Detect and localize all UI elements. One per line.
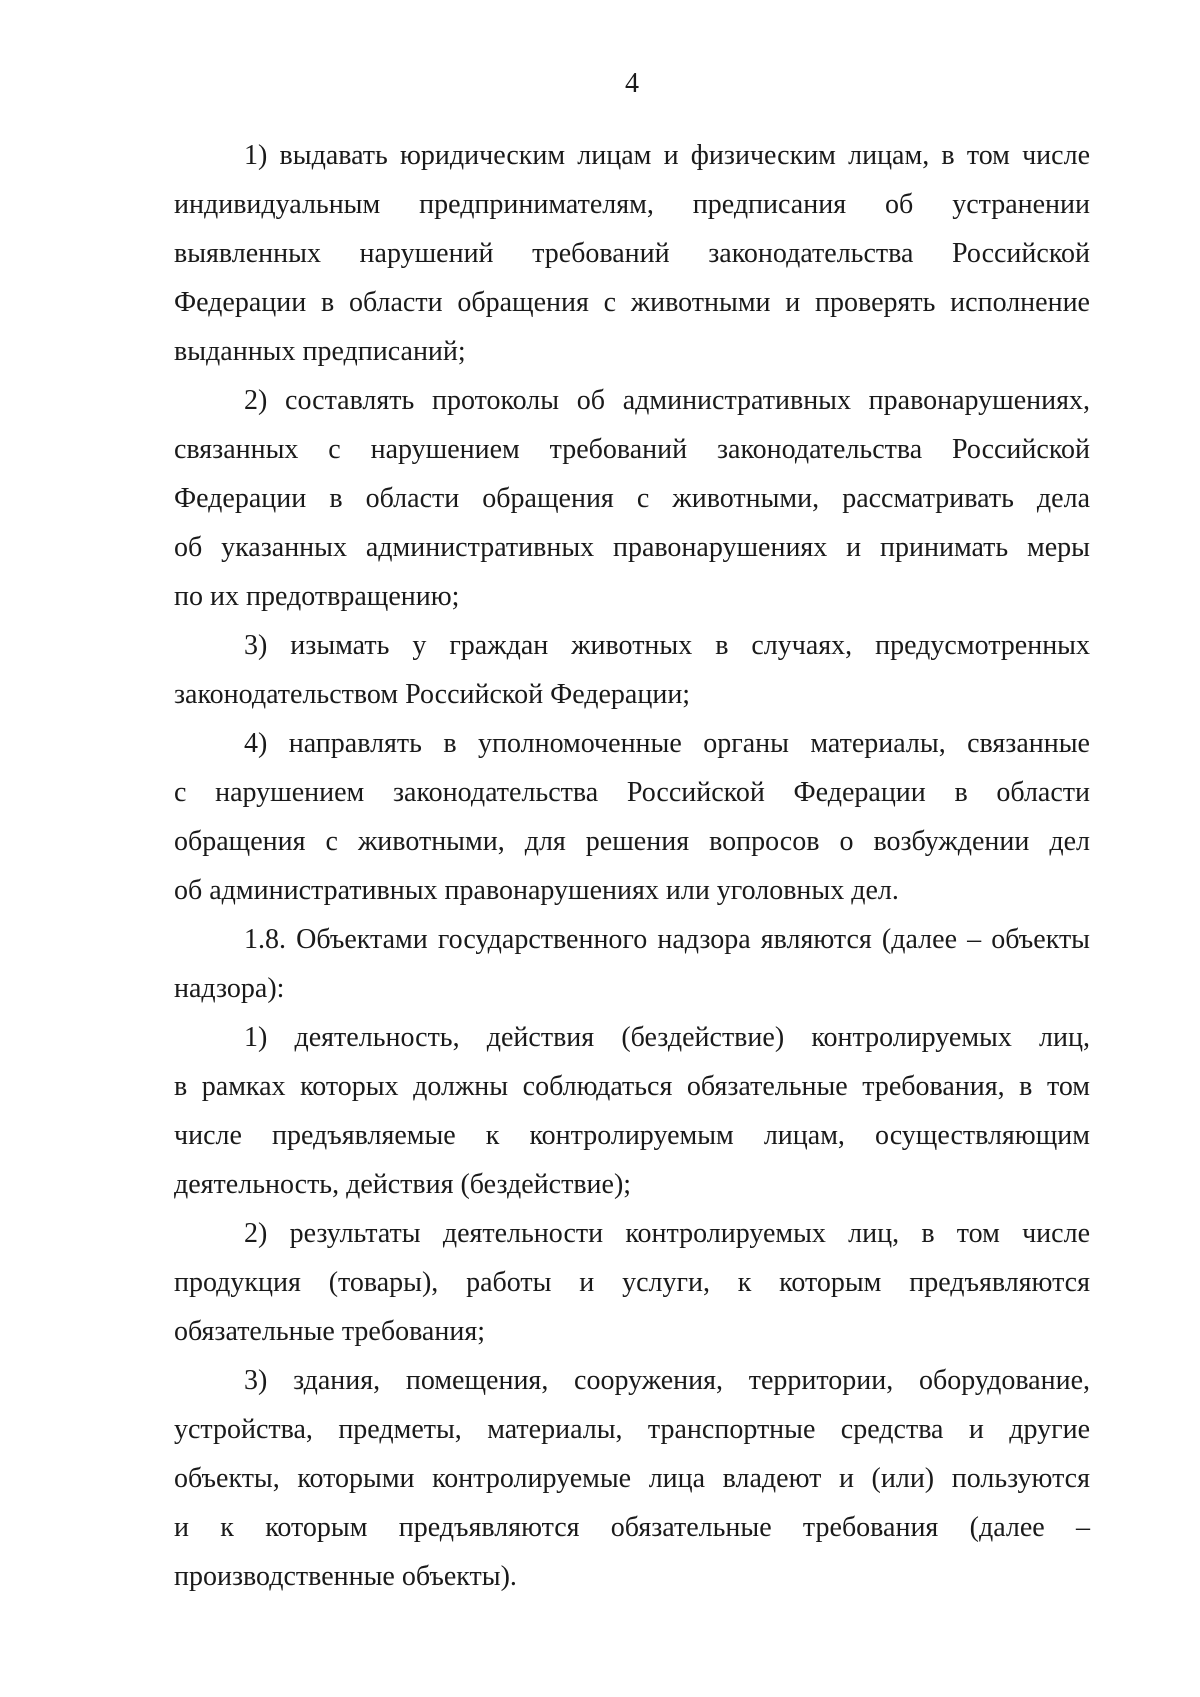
text-line: выданных предписаний; — [174, 336, 466, 367]
text-line: 1.8. Объектами государственного надзора являются (далее – объекты — [244, 924, 1090, 955]
text-line: индивидуальным предпринимателям, предписания об устранении — [174, 189, 1090, 220]
text-line: производственные объекты). — [174, 1561, 517, 1592]
text-line: 2) составлять протоколы об административных правонарушениях, — [244, 385, 1090, 416]
text-line: выявленных нарушений требований законодательства Российской — [174, 238, 1090, 269]
text-line: Федерации в области обращения с животными, рассматривать дела — [174, 483, 1090, 514]
paragraph — [174, 1209, 1090, 1356]
paragraph — [174, 719, 1090, 915]
text-line: в рамках которых должны соблюдаться обязательные требования, в том — [174, 1071, 1090, 1102]
text-line: объекты, которыми контролируемые лица владеют и (или) пользуются — [174, 1463, 1090, 1494]
text-line: об административных правонарушениях или уголовных дел. — [174, 875, 899, 906]
text-line: 3) здания, помещения, сооружения, территории, оборудование, — [244, 1365, 1090, 1396]
paragraph — [174, 1013, 1090, 1209]
text-line: Федерации в области обращения с животными и проверять исполнение — [174, 287, 1090, 318]
paragraph — [174, 915, 1090, 1013]
text-line: деятельность, действия (бездействие); — [174, 1169, 632, 1200]
text-line: 1) деятельность, действия (бездействие) контролируемых лиц, — [244, 1022, 1090, 1053]
text-line: об указанных административных правонарушениях и принимать меры — [174, 532, 1090, 563]
text-line: обязательные требования; — [174, 1316, 485, 1347]
text-line: числе предъявляемые к контролируемым лицам, осуществляющим — [174, 1120, 1090, 1151]
paragraph — [174, 376, 1090, 621]
document-body — [174, 131, 1090, 1601]
text-line: продукция (товары), работы и услуги, к которым предъявляются — [174, 1267, 1090, 1298]
text-line: связанных с нарушением требований законодательства Российской — [174, 434, 1090, 465]
text-line: 3) изымать у граждан животных в случаях, предусмотренных — [244, 630, 1090, 661]
text-line: законодательством Российской Федерации; — [174, 679, 691, 710]
page-number: 4 — [625, 68, 639, 99]
text-line: с нарушением законодательства Российской Федерации в области — [174, 777, 1090, 808]
text-line: устройства, предметы, материалы, транспортные средства и другие — [174, 1414, 1090, 1445]
text-line: 4) направлять в уполномоченные органы материалы, связанные — [244, 728, 1090, 759]
text-line: надзора): — [174, 973, 285, 1004]
paragraph — [174, 131, 1090, 376]
text-line: обращения с животными, для решения вопросов о возбуждении дел — [174, 826, 1090, 857]
text-line: и к которым предъявляются обязательные требования (далее – — [174, 1512, 1090, 1543]
text-line: 2) результаты деятельности контролируемых лиц, в том числе — [244, 1218, 1090, 1249]
text-line: по их предотвращению; — [174, 581, 460, 612]
text-line: 1) выдавать юридическим лицам и физическим лицам, в том числе — [244, 140, 1090, 171]
paragraph — [174, 621, 1090, 719]
paragraph — [174, 1356, 1090, 1601]
